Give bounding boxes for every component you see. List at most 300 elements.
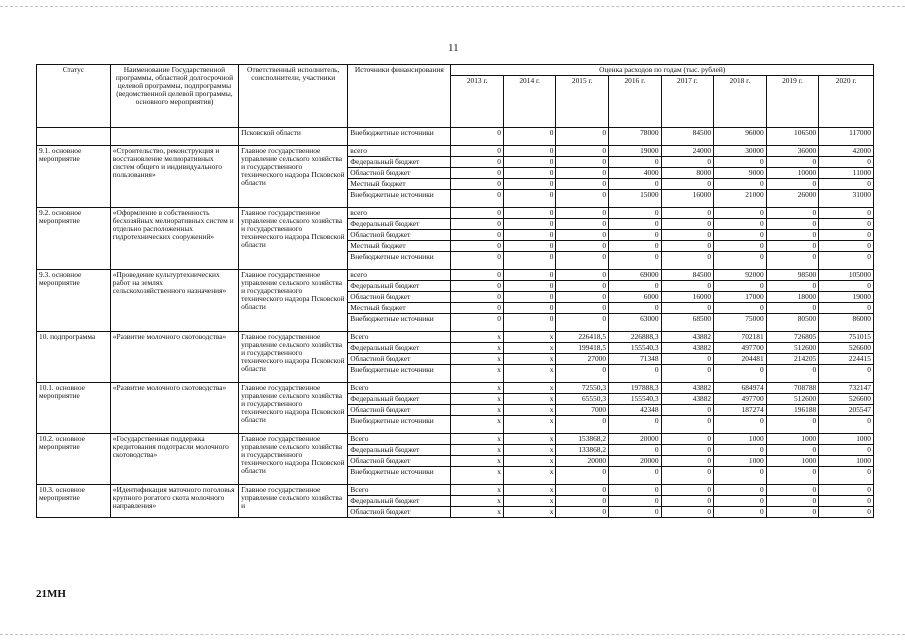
value-cell: 0 bbox=[714, 240, 767, 251]
value-cell: 0 bbox=[714, 229, 767, 240]
value-cell: 0 bbox=[819, 251, 874, 269]
value-cell: 0 bbox=[714, 207, 767, 218]
value-cell: 0 bbox=[503, 302, 556, 313]
value-cell: 512600 bbox=[766, 393, 819, 404]
header-status: Статус bbox=[37, 65, 111, 128]
value-cell: 0 bbox=[661, 415, 714, 433]
value-cell: 0 bbox=[451, 302, 504, 313]
value-cell: 72550,3 bbox=[556, 382, 609, 393]
row-status: 10.1. основное мероприятие bbox=[37, 382, 111, 433]
value-cell: 63000 bbox=[609, 313, 662, 331]
value-cell: 80500 bbox=[766, 313, 819, 331]
row-responsible: Главное государственное управление сельского хозяйства и государственного технического надзора Псковской области bbox=[239, 207, 348, 269]
row-status: 9.3. основное мероприятие bbox=[37, 269, 111, 331]
row-source: Областной бюджет bbox=[348, 229, 451, 240]
value-cell: 0 bbox=[766, 240, 819, 251]
value-cell: x bbox=[503, 382, 556, 393]
value-cell: 0 bbox=[609, 280, 662, 291]
value-cell: 0 bbox=[451, 291, 504, 302]
value-cell: x bbox=[503, 364, 556, 382]
value-cell: 0 bbox=[556, 178, 609, 189]
value-cell: 0 bbox=[714, 364, 767, 382]
value-cell: 133868,2 bbox=[556, 444, 609, 455]
value-cell: x bbox=[503, 393, 556, 404]
value-cell: 1000 bbox=[819, 455, 874, 466]
value-cell: 526600 bbox=[819, 393, 874, 404]
row-source: Местный бюджет bbox=[348, 240, 451, 251]
row-source: Внебюджетные источники bbox=[348, 415, 451, 433]
value-cell: 0 bbox=[819, 484, 874, 495]
value-cell: 0 bbox=[451, 207, 504, 218]
row-status: 9.1. основное мероприятие bbox=[37, 145, 111, 207]
value-cell: 0 bbox=[503, 240, 556, 251]
value-cell: 68500 bbox=[661, 313, 714, 331]
value-cell: 0 bbox=[556, 145, 609, 156]
value-cell: 0 bbox=[556, 280, 609, 291]
value-cell: 497700 bbox=[714, 393, 767, 404]
header-responsible: Ответственный исполнитель, соисполнители, участники bbox=[239, 65, 348, 128]
value-cell: 708788 bbox=[766, 382, 819, 393]
value-cell: 0 bbox=[609, 364, 662, 382]
value-cell: 0 bbox=[661, 229, 714, 240]
value-cell: 71348 bbox=[609, 353, 662, 364]
value-cell: 0 bbox=[661, 280, 714, 291]
value-cell: 224415 bbox=[819, 353, 874, 364]
value-cell: 0 bbox=[451, 313, 504, 331]
value-cell: 1000 bbox=[714, 433, 767, 444]
value-cell: x bbox=[503, 331, 556, 342]
value-cell: 0 bbox=[556, 269, 609, 280]
value-cell: 0 bbox=[766, 218, 819, 229]
value-cell: 117000 bbox=[819, 127, 874, 145]
value-cell: x bbox=[451, 433, 504, 444]
value-cell: 0 bbox=[556, 251, 609, 269]
header-year: 2015 г. bbox=[556, 75, 609, 127]
value-cell: 0 bbox=[819, 364, 874, 382]
value-cell: 0 bbox=[661, 404, 714, 415]
header-year: 2018 г. bbox=[714, 75, 767, 127]
value-cell: x bbox=[451, 331, 504, 342]
value-cell: 0 bbox=[661, 506, 714, 517]
value-cell: 30000 bbox=[714, 145, 767, 156]
row-source: Всего bbox=[348, 484, 451, 495]
value-cell: x bbox=[503, 466, 556, 484]
row-source: Внебюджетные источники bbox=[348, 251, 451, 269]
row-source: Внебюджетные источники bbox=[348, 127, 451, 145]
value-cell: 0 bbox=[556, 364, 609, 382]
value-cell: x bbox=[503, 353, 556, 364]
header-year: 2017 г. bbox=[661, 75, 714, 127]
value-cell: 27000 bbox=[556, 353, 609, 364]
value-cell: x bbox=[451, 444, 504, 455]
value-cell: 0 bbox=[503, 156, 556, 167]
value-cell: 0 bbox=[661, 433, 714, 444]
value-cell: x bbox=[451, 342, 504, 353]
value-cell: 43882 bbox=[661, 331, 714, 342]
value-cell: 24000 bbox=[661, 145, 714, 156]
value-cell: 0 bbox=[556, 156, 609, 167]
value-cell: 0 bbox=[451, 280, 504, 291]
value-cell: 0 bbox=[556, 229, 609, 240]
value-cell: 0 bbox=[556, 313, 609, 331]
value-cell: 0 bbox=[609, 207, 662, 218]
value-cell: 0 bbox=[714, 156, 767, 167]
value-cell: 92000 bbox=[714, 269, 767, 280]
value-cell: 21000 bbox=[714, 189, 767, 207]
value-cell: 726805 bbox=[766, 331, 819, 342]
value-cell: 0 bbox=[556, 167, 609, 178]
row-source: Областной бюджет bbox=[348, 167, 451, 178]
row-source: Всего bbox=[348, 382, 451, 393]
value-cell: 0 bbox=[714, 466, 767, 484]
value-cell: x bbox=[451, 484, 504, 495]
value-cell: 26000 bbox=[766, 189, 819, 207]
value-cell: 0 bbox=[661, 466, 714, 484]
value-cell: 204481 bbox=[714, 353, 767, 364]
header-year: 2016 г. bbox=[609, 75, 662, 127]
header-estimate: Оценка расходов по годам (тыс. рублей) bbox=[451, 65, 874, 76]
row-source: Федеральный бюджет bbox=[348, 393, 451, 404]
value-cell: 0 bbox=[503, 127, 556, 145]
value-cell: 0 bbox=[766, 415, 819, 433]
value-cell: 0 bbox=[451, 229, 504, 240]
value-cell: 86000 bbox=[819, 313, 874, 331]
value-cell: x bbox=[451, 382, 504, 393]
value-cell: 0 bbox=[556, 207, 609, 218]
value-cell: x bbox=[503, 495, 556, 506]
value-cell: 0 bbox=[819, 229, 874, 240]
value-cell: 9000 bbox=[714, 167, 767, 178]
value-cell: 0 bbox=[609, 178, 662, 189]
row-status: 10.2. основное мероприятие bbox=[37, 433, 111, 484]
row-program-name: «Развитие молочного скотоводства» bbox=[110, 331, 238, 382]
row-source: Внебюджетные источники bbox=[348, 189, 451, 207]
value-cell: 0 bbox=[819, 506, 874, 517]
scan-edge-bottom bbox=[0, 634, 905, 635]
value-cell: 0 bbox=[766, 506, 819, 517]
value-cell: 512600 bbox=[766, 342, 819, 353]
value-cell: 0 bbox=[661, 251, 714, 269]
value-cell: 8000 bbox=[661, 167, 714, 178]
value-cell: x bbox=[451, 415, 504, 433]
value-cell: 0 bbox=[661, 156, 714, 167]
value-cell: 0 bbox=[714, 495, 767, 506]
value-cell: 0 bbox=[609, 466, 662, 484]
value-cell: 0 bbox=[819, 218, 874, 229]
row-status bbox=[37, 127, 111, 145]
value-cell: x bbox=[503, 415, 556, 433]
value-cell: 4000 bbox=[609, 167, 662, 178]
value-cell: 0 bbox=[766, 364, 819, 382]
value-cell: 0 bbox=[766, 207, 819, 218]
row-source: всего bbox=[348, 207, 451, 218]
value-cell: 0 bbox=[451, 145, 504, 156]
value-cell: 0 bbox=[503, 167, 556, 178]
value-cell: 15000 bbox=[609, 189, 662, 207]
row-source: Областной бюджет bbox=[348, 404, 451, 415]
value-cell: 0 bbox=[556, 484, 609, 495]
value-cell: 0 bbox=[609, 229, 662, 240]
row-status: 9.2. основное мероприятие bbox=[37, 207, 111, 269]
table-row bbox=[37, 269, 874, 280]
value-cell: 0 bbox=[503, 145, 556, 156]
value-cell: 6000 bbox=[609, 291, 662, 302]
value-cell: 0 bbox=[503, 291, 556, 302]
footer-code: 21МН bbox=[36, 588, 66, 600]
value-cell: x bbox=[503, 484, 556, 495]
table-row bbox=[37, 331, 874, 342]
value-cell: 0 bbox=[766, 156, 819, 167]
value-cell: 226418,5 bbox=[556, 331, 609, 342]
value-cell: 98500 bbox=[766, 269, 819, 280]
value-cell: 497700 bbox=[714, 342, 767, 353]
value-cell: 0 bbox=[609, 415, 662, 433]
row-source: Внебюджетные источники bbox=[348, 466, 451, 484]
value-cell: 0 bbox=[766, 495, 819, 506]
value-cell: 684974 bbox=[714, 382, 767, 393]
value-cell: 214205 bbox=[766, 353, 819, 364]
value-cell: 0 bbox=[556, 466, 609, 484]
row-source: Федеральный бюджет bbox=[348, 444, 451, 455]
value-cell: 0 bbox=[766, 229, 819, 240]
value-cell: 0 bbox=[714, 280, 767, 291]
value-cell: 0 bbox=[556, 291, 609, 302]
value-cell: 0 bbox=[503, 251, 556, 269]
value-cell: 75000 bbox=[714, 313, 767, 331]
value-cell: 0 bbox=[451, 269, 504, 280]
row-source: Федеральный бюджет bbox=[348, 342, 451, 353]
value-cell: x bbox=[503, 404, 556, 415]
value-cell: 0 bbox=[819, 444, 874, 455]
value-cell: 0 bbox=[766, 466, 819, 484]
value-cell: 0 bbox=[556, 415, 609, 433]
value-cell: x bbox=[451, 404, 504, 415]
table-row bbox=[37, 433, 874, 444]
value-cell: 0 bbox=[609, 240, 662, 251]
value-cell: 0 bbox=[503, 218, 556, 229]
value-cell: 36000 bbox=[766, 145, 819, 156]
value-cell: 0 bbox=[661, 240, 714, 251]
value-cell: 65550,3 bbox=[556, 393, 609, 404]
row-source: Областной бюджет bbox=[348, 291, 451, 302]
value-cell: 16000 bbox=[661, 189, 714, 207]
value-cell: 197888,3 bbox=[609, 382, 662, 393]
value-cell: 0 bbox=[503, 313, 556, 331]
value-cell: 196188 bbox=[766, 404, 819, 415]
value-cell: 0 bbox=[714, 178, 767, 189]
value-cell: 732147 bbox=[819, 382, 874, 393]
header-year: 2020 г. bbox=[819, 75, 874, 127]
row-source: Местный бюджет bbox=[348, 302, 451, 313]
value-cell: 17000 bbox=[714, 291, 767, 302]
value-cell: 0 bbox=[819, 156, 874, 167]
row-responsible: Главное государственное управление сельского хозяйства и государственного технического надзора Псковской области bbox=[239, 269, 348, 331]
row-responsible: Главное государственное управление сельского хозяйства и государственного технического надзора Псковской области bbox=[239, 331, 348, 382]
value-cell: 0 bbox=[609, 251, 662, 269]
value-cell: 7000 bbox=[556, 404, 609, 415]
row-source: Внебюджетные источники bbox=[348, 313, 451, 331]
value-cell: 0 bbox=[766, 302, 819, 313]
value-cell: 0 bbox=[503, 229, 556, 240]
value-cell: 199418,5 bbox=[556, 342, 609, 353]
value-cell: 0 bbox=[661, 455, 714, 466]
row-program-name: «Проведение культуртехнических работ на землях сельскохозяйственного назначения» bbox=[110, 269, 238, 331]
value-cell: 20000 bbox=[609, 455, 662, 466]
value-cell: 0 bbox=[451, 156, 504, 167]
value-cell: 153868,2 bbox=[556, 433, 609, 444]
value-cell: 1000 bbox=[819, 433, 874, 444]
value-cell: x bbox=[503, 433, 556, 444]
value-cell: 1000 bbox=[766, 433, 819, 444]
value-cell: 226888,3 bbox=[609, 331, 662, 342]
value-cell: x bbox=[503, 444, 556, 455]
row-program-name: «Государственная поддержка кредитования подотрасли молочного скотоводства» bbox=[110, 433, 238, 484]
value-cell: 0 bbox=[609, 156, 662, 167]
row-source: Федеральный бюджет bbox=[348, 495, 451, 506]
value-cell: 96000 bbox=[714, 127, 767, 145]
value-cell: x bbox=[451, 364, 504, 382]
row-responsible: Главное государственное управление сельского хозяйства и государственного технического надзора Псковской области bbox=[239, 382, 348, 433]
row-responsible: Главное государственное управление сельского хозяйства и государственного технического надзора Псковской области bbox=[239, 145, 348, 207]
value-cell: 0 bbox=[661, 178, 714, 189]
value-cell: x bbox=[451, 466, 504, 484]
row-source: Местный бюджет bbox=[348, 178, 451, 189]
table-row bbox=[37, 484, 874, 495]
header-year: 2013 г. bbox=[451, 75, 504, 127]
row-program-name: «Развитие молочного скотоводства» bbox=[110, 382, 238, 433]
value-cell: 155540,3 bbox=[609, 393, 662, 404]
value-cell: 0 bbox=[819, 240, 874, 251]
value-cell: 0 bbox=[661, 302, 714, 313]
row-source: Федеральный бюджет bbox=[348, 156, 451, 167]
value-cell: 0 bbox=[766, 178, 819, 189]
value-cell: 0 bbox=[451, 127, 504, 145]
value-cell: 0 bbox=[556, 506, 609, 517]
value-cell: 43882 bbox=[661, 342, 714, 353]
value-cell: 10000 bbox=[766, 167, 819, 178]
header-name: Наименование Государственной программы, областной долгосрочной целевой программы, подпрограммы (ведомственной целевой программы, основного мероприятия) bbox=[110, 65, 238, 128]
value-cell: 0 bbox=[609, 495, 662, 506]
row-source: всего bbox=[348, 145, 451, 156]
value-cell: 0 bbox=[451, 240, 504, 251]
row-source: Всего bbox=[348, 331, 451, 342]
value-cell: 106500 bbox=[766, 127, 819, 145]
value-cell: 0 bbox=[661, 364, 714, 382]
header-year: 2019 г. bbox=[766, 75, 819, 127]
value-cell: 0 bbox=[766, 251, 819, 269]
value-cell: 0 bbox=[819, 280, 874, 291]
value-cell: 42348 bbox=[609, 404, 662, 415]
value-cell: 20000 bbox=[556, 455, 609, 466]
value-cell: 0 bbox=[451, 218, 504, 229]
value-cell: 42000 bbox=[819, 145, 874, 156]
value-cell: 0 bbox=[714, 506, 767, 517]
value-cell: 78000 bbox=[609, 127, 662, 145]
value-cell: 105000 bbox=[819, 269, 874, 280]
value-cell: 0 bbox=[714, 251, 767, 269]
value-cell: x bbox=[451, 455, 504, 466]
value-cell: 19000 bbox=[609, 145, 662, 156]
table-row bbox=[37, 127, 874, 145]
value-cell: 0 bbox=[661, 495, 714, 506]
value-cell: 18000 bbox=[766, 291, 819, 302]
value-cell: 187274 bbox=[714, 404, 767, 415]
row-source: Областной бюджет bbox=[348, 455, 451, 466]
row-source: Областной бюджет bbox=[348, 506, 451, 517]
value-cell: 0 bbox=[503, 189, 556, 207]
value-cell: 751015 bbox=[819, 331, 874, 342]
value-cell: 0 bbox=[819, 178, 874, 189]
value-cell: 11000 bbox=[819, 167, 874, 178]
value-cell: 43882 bbox=[661, 382, 714, 393]
value-cell: 0 bbox=[503, 207, 556, 218]
row-status: 10. подпрограмма bbox=[37, 331, 111, 382]
value-cell: 0 bbox=[451, 178, 504, 189]
row-program-name bbox=[110, 127, 238, 145]
row-responsible: Псковской области bbox=[239, 127, 348, 145]
value-cell: x bbox=[451, 353, 504, 364]
page-number: 11 bbox=[448, 42, 459, 54]
value-cell: 1000 bbox=[714, 455, 767, 466]
row-source: Федеральный бюджет bbox=[348, 280, 451, 291]
value-cell: 0 bbox=[556, 302, 609, 313]
row-source: всего bbox=[348, 269, 451, 280]
value-cell: 0 bbox=[556, 218, 609, 229]
row-source: Областной бюджет bbox=[348, 353, 451, 364]
value-cell: 0 bbox=[661, 207, 714, 218]
value-cell: 0 bbox=[766, 280, 819, 291]
value-cell: 0 bbox=[609, 218, 662, 229]
value-cell: 0 bbox=[451, 251, 504, 269]
value-cell: 0 bbox=[556, 240, 609, 251]
value-cell: 526600 bbox=[819, 342, 874, 353]
scan-edge-top bbox=[0, 6, 905, 7]
value-cell: 0 bbox=[714, 302, 767, 313]
table-row bbox=[37, 207, 874, 218]
value-cell: 0 bbox=[503, 280, 556, 291]
row-responsible: Главное государственное управление сельского хозяйства и bbox=[239, 484, 348, 517]
value-cell: 84500 bbox=[661, 269, 714, 280]
row-program-name: «Идентификация маточного поголовья крупного рогатого скота молочного направления» bbox=[110, 484, 238, 517]
value-cell: 16000 bbox=[661, 291, 714, 302]
expense-table bbox=[36, 64, 874, 518]
value-cell: 69000 bbox=[609, 269, 662, 280]
value-cell: 0 bbox=[451, 189, 504, 207]
value-cell: 0 bbox=[819, 302, 874, 313]
value-cell: 0 bbox=[556, 189, 609, 207]
table-row bbox=[37, 145, 874, 156]
value-cell: 0 bbox=[556, 495, 609, 506]
value-cell: x bbox=[451, 393, 504, 404]
header-year: 2014 г. bbox=[503, 75, 556, 127]
value-cell: 1000 bbox=[766, 455, 819, 466]
row-source: Внебюджетные источники bbox=[348, 364, 451, 382]
value-cell: x bbox=[451, 506, 504, 517]
value-cell: 0 bbox=[819, 207, 874, 218]
value-cell: 205547 bbox=[819, 404, 874, 415]
value-cell: 0 bbox=[609, 302, 662, 313]
value-cell: 0 bbox=[609, 444, 662, 455]
value-cell: 0 bbox=[714, 444, 767, 455]
row-source: Федеральный бюджет bbox=[348, 218, 451, 229]
value-cell: 0 bbox=[661, 484, 714, 495]
value-cell: 0 bbox=[766, 484, 819, 495]
row-source: Всего bbox=[348, 433, 451, 444]
value-cell: 0 bbox=[451, 167, 504, 178]
value-cell: 0 bbox=[609, 484, 662, 495]
row-status: 10.3. основное мероприятие bbox=[37, 484, 111, 517]
header-sources: Источники финансирования bbox=[348, 65, 451, 128]
